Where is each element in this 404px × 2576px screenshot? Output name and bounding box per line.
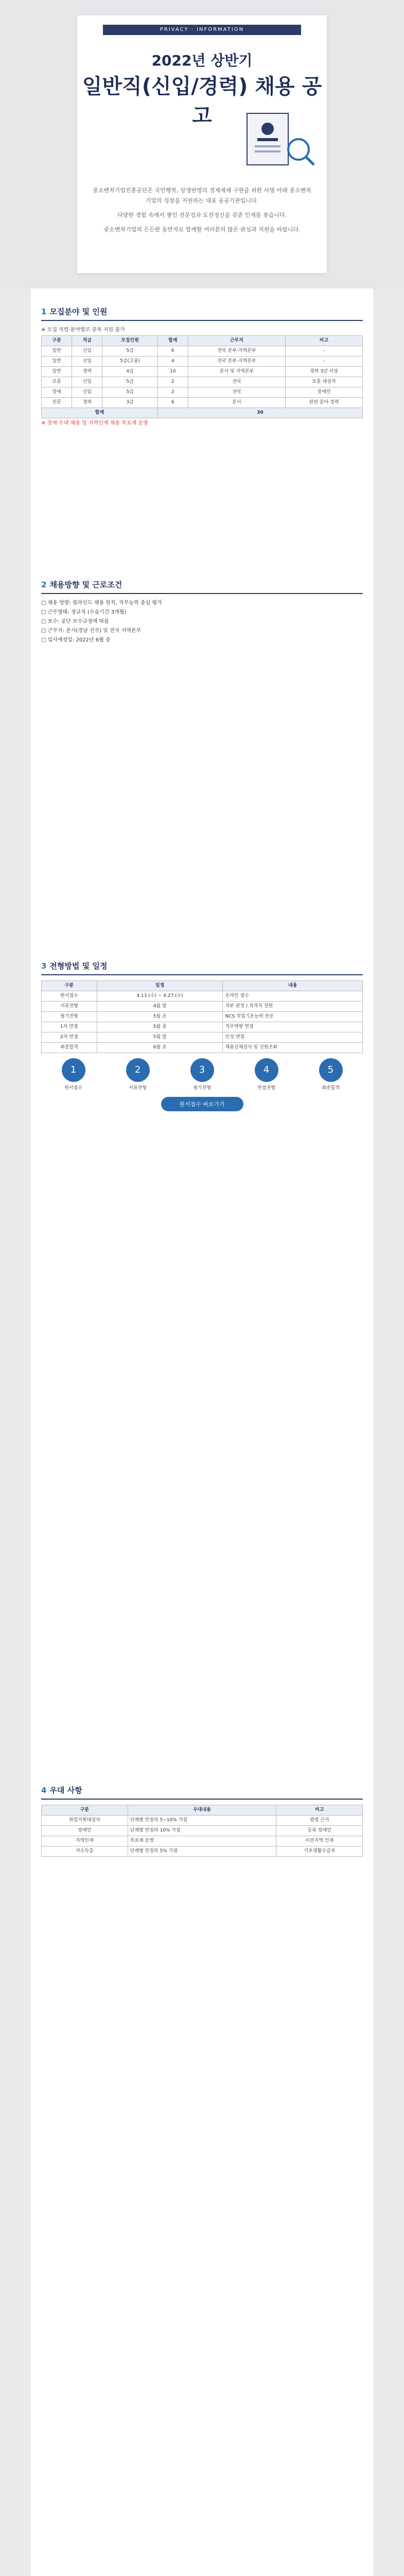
step-label: 원서접수: [64, 1086, 82, 1091]
table-row: [42, 398, 363, 408]
step-label: 면접전형: [257, 1086, 275, 1091]
cell: 4: [157, 357, 188, 367]
table-row: [42, 1816, 363, 1826]
step-icon: 5: [319, 1058, 343, 1082]
cell: 2차 면접: [42, 1032, 97, 1043]
section-schedule: [41, 958, 363, 1116]
table-row: [42, 357, 363, 367]
cell: 보훈 대상자: [285, 377, 362, 387]
cell: 최종합격: [42, 1043, 97, 1053]
cell: 장애: [42, 387, 72, 398]
step-label: 최종합격: [322, 1086, 340, 1091]
section-number: 2: [41, 580, 47, 589]
step-icon: 3: [190, 1058, 214, 1082]
cell: 5월 말: [97, 1032, 223, 1043]
table-header: 직급: [72, 336, 102, 346]
section-title-text: 우대 사항: [49, 1786, 82, 1795]
cell: 등록 장애인: [276, 1826, 363, 1836]
section-conditions: [41, 577, 363, 646]
content-sheet: [31, 289, 373, 2576]
section-recruitment: [41, 304, 363, 429]
flow-step: [45, 1058, 102, 1092]
step-icon: 1: [62, 1058, 85, 1082]
hero-tag: PRIVACY · INFORMATION: [103, 25, 301, 35]
step-label: 필기전형: [193, 1086, 211, 1091]
list-item: □ 채용 방향: 블라인드 채용 원칙, 직무능력 중심 평가: [41, 600, 162, 606]
section-title-text: 전형방법 및 일정: [49, 961, 108, 971]
cell: 단계별 만점의 5% 가점: [128, 1846, 276, 1857]
hero-intro-3: 중소벤처기업의 든든한 동반자로 함께할 여러분의 많은 관심과 지원을 바랍니다.: [103, 226, 301, 233]
cell: 전문: [42, 398, 72, 408]
step-icon: 4: [255, 1058, 278, 1082]
table-header: 구분: [42, 981, 97, 991]
table-header: 내용: [223, 981, 363, 991]
table-row: [42, 367, 363, 377]
cell: 5급: [102, 387, 157, 398]
cell: 전국 본부·지역본부: [188, 346, 285, 357]
cell: 신입: [72, 387, 102, 398]
table-row: [42, 1022, 363, 1032]
cell: 서류전형: [42, 1002, 97, 1012]
flow-step: [238, 1058, 295, 1092]
table-header: 비고: [285, 336, 362, 346]
total-label: 합계: [42, 408, 158, 418]
cell: 저소득층: [42, 1846, 128, 1857]
section-title: [41, 304, 363, 321]
cell: 일반: [42, 357, 72, 367]
cell: 3급: [102, 398, 157, 408]
section-title: [41, 958, 363, 975]
cell: 전국 본부·지역본부: [188, 357, 285, 367]
cell: 전국: [188, 377, 285, 387]
cell: 이전지역 인재: [276, 1836, 363, 1846]
list-item: □ 보수: 공단 보수규정에 따름: [41, 619, 109, 624]
table-header: 구분: [42, 336, 72, 346]
cell: 5월 초: [97, 1012, 223, 1022]
cell: 5급: [102, 377, 157, 387]
table-row: [42, 1032, 363, 1043]
section-number: 4: [41, 1786, 47, 1795]
cell: 경력: [72, 367, 102, 377]
cell: 5급(고졸): [102, 357, 157, 367]
table-row: [42, 1826, 363, 1836]
step-label: 서류전형: [129, 1086, 147, 1091]
cell: 6: [157, 398, 188, 408]
cell: 필기전형: [42, 1012, 97, 1022]
hero-intro-2: 다양한 경험 속에서 쌓인 전문성과 도전정신을 갖춘 인재를 찾습니다.: [117, 212, 287, 218]
list-item: □ 근무지: 본사(경남 진주) 및 전국 지역본부: [41, 628, 142, 634]
list-item: □ 근무형태: 정규직 (수습기간 3개월): [41, 609, 127, 615]
list-item: □ 입사예정일: 2022년 6월 중: [41, 637, 111, 643]
note: ※ 장애 우대 채용 및 지역인재 채용 목표제 운영: [41, 420, 148, 426]
note: ※ 모집 직렬·분야별로 중복 지원 불가: [41, 327, 125, 333]
hero-banner: [0, 0, 404, 289]
section-preference: [41, 1783, 363, 1857]
table-row: [42, 346, 363, 357]
cell: 4급: [102, 367, 157, 377]
process-flow: [41, 1058, 363, 1092]
cell: 일반: [42, 367, 72, 377]
cell: 본사 및 지역본부: [188, 367, 285, 377]
table-header: 우대내용: [128, 1805, 276, 1816]
section-title-text: 모집분야 및 인원: [49, 307, 108, 316]
flow-step: [110, 1058, 166, 1092]
cell: 온라인 접수: [223, 991, 363, 1002]
table-row: [42, 387, 363, 398]
table-row: [42, 1043, 363, 1053]
cell: 경력 3년 이상: [285, 367, 362, 377]
cell: 신입: [72, 377, 102, 387]
cell: 6월 초: [97, 1043, 223, 1053]
cell: 적부 판정 / 적격자 전원: [223, 1002, 363, 1012]
table-header: 비고: [276, 1805, 363, 1816]
cell: 4.13.(수) ~ 4.27.(수): [97, 991, 223, 1002]
cell: 지역인재: [42, 1836, 128, 1846]
cell: -: [285, 346, 362, 357]
hero-intro-1: 중소벤처기업진흥공단은 국민행복, 상생번영의 경제체제 구현을 위한 사명 아래 중소벤처기업의 성장을 지원하는 대표 공공기관입니다.: [93, 187, 311, 204]
section-title-text: 채용방향 및 근로조건: [49, 580, 122, 589]
cell: 직무역량 면접: [223, 1022, 363, 1032]
table-header: 근무지: [188, 336, 285, 346]
cell: NCS 직업기초능력·전공: [223, 1012, 363, 1022]
cell: 단계별 만점의 10% 가점: [128, 1826, 276, 1836]
cell: 취업지원대상자: [42, 1816, 128, 1826]
cell: 5월 중: [97, 1022, 223, 1032]
hero-title-main: 일반직(신입/경력) 채용 공고: [82, 75, 322, 128]
section-title: [41, 1783, 363, 1800]
cell: 1차 면접: [42, 1022, 97, 1032]
table-row: [42, 1002, 363, 1012]
cell: 목표제 운영: [128, 1836, 276, 1846]
cell: 본사: [188, 398, 285, 408]
cell: 5급: [102, 346, 157, 357]
preference-table: [41, 1805, 363, 1857]
cell: 원서접수: [42, 991, 97, 1002]
step-icon: 2: [126, 1058, 150, 1082]
flow-step: [303, 1058, 359, 1092]
flow-step: [174, 1058, 231, 1092]
cell: 단계별 만점의 5~10% 가점: [128, 1816, 276, 1826]
cell: -: [285, 357, 362, 367]
cell: 2: [157, 387, 188, 398]
section-number: 3: [41, 961, 47, 971]
cell: 보훈: [42, 377, 72, 387]
table-total-row: [42, 408, 363, 418]
table-row: [42, 377, 363, 387]
content-area: [0, 289, 404, 2576]
cell: 관련 분야 경력: [285, 398, 362, 408]
cell: 전국: [188, 387, 285, 398]
table-row: [42, 1846, 363, 1857]
cell: 경력: [72, 398, 102, 408]
cell: 인성 면접: [223, 1032, 363, 1043]
schedule-table: [41, 980, 363, 1053]
table-header: 일정: [97, 981, 223, 991]
hero-intro: [93, 185, 311, 239]
hero-title-year: 2022년 상반기: [151, 52, 253, 69]
cell: 4월 말: [97, 1002, 223, 1012]
cell: 10: [157, 367, 188, 377]
table-row: [42, 1012, 363, 1022]
apply-button[interactable]: 원서접수 바로가기: [161, 1097, 243, 1111]
table-header: 구분: [42, 1805, 128, 1816]
cell: 신입: [72, 357, 102, 367]
table-header: 모집인원: [102, 336, 157, 346]
total-value: 30: [157, 408, 362, 418]
cell: 장애인: [42, 1826, 128, 1836]
cell: 신입: [72, 346, 102, 357]
recruitment-illustration-icon: [216, 103, 319, 170]
cell: 2: [157, 377, 188, 387]
cell: 6: [157, 346, 188, 357]
cell: 채용신체검사 및 신원조회: [223, 1043, 363, 1053]
section-title: [41, 577, 363, 594]
recruitment-table: [41, 335, 363, 418]
table-row: [42, 1836, 363, 1846]
cell: 법령 근거: [276, 1816, 363, 1826]
table-header: 합계: [157, 336, 188, 346]
table-row: [42, 991, 363, 1002]
cell: 장애인: [285, 387, 362, 398]
section-number: 1: [41, 307, 47, 316]
cell: 기초생활수급자: [276, 1846, 363, 1857]
cell: 일반: [42, 346, 72, 357]
